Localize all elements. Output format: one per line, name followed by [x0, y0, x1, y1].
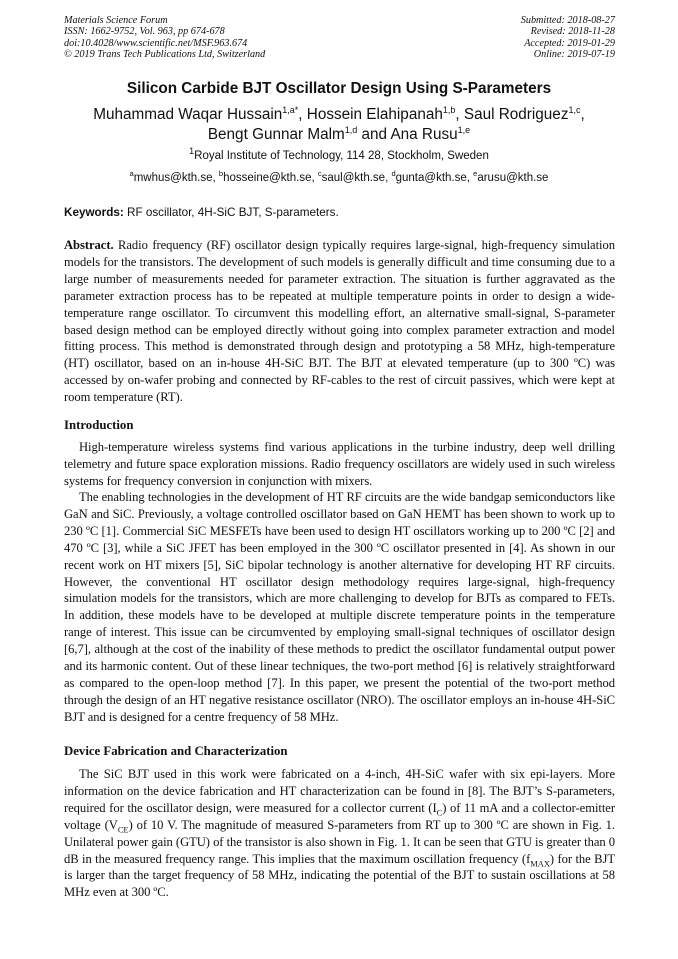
author-name: Bengt Gunnar Malm: [207, 126, 345, 143]
author-separator: ,: [455, 106, 464, 123]
journal-name: Materials Science Forum: [64, 15, 168, 26]
keywords: [64, 206, 616, 219]
date-online: Online: 2019-07-19: [533, 49, 615, 61]
author-name: Muhammad Waqar Hussain: [93, 106, 283, 123]
email-separator: ,: [385, 172, 392, 184]
author-separator: ,: [298, 106, 307, 123]
author-affil-mark: 1,d: [344, 124, 358, 135]
email-separator: ,: [466, 172, 474, 184]
keywords-text: RF oscillator, 4H-SiC BJT, S-parameters.: [123, 206, 339, 219]
email-address[interactable]: arusu@kth.se: [477, 172, 549, 184]
device-paragraph-1: [64, 766, 615, 901]
email-separator: ,: [212, 172, 219, 184]
affiliation-text: Royal Institute of Technology, 114 28, Stockholm, Sweden: [194, 150, 489, 162]
abstract-text: Radio frequency (RF) oscillator design typically requires large-signal, high-frequency simulation models for the transistors. The development of such models is generally difficult and time consuming due to a large number of measurements needed for parameter extraction. The situation is further aggravated as the parameter extraction process has to be repeated at multiple temperature points in order to design a wide-temperature range oscillator. To circumvent this modelling effort, an alternative small-signal, S-parameter based design method can be employed directly without going into complex parameter extraction and model fitting process. This method is demonstrated through design and prototyping a 58 MHz, high-temperature (HT) oscillator, based on an in-house 4H-SiC BJT. The BJT at elevated temperature (up to 300 ºC) was accessed by on-wafer probing and connected by RF-cables to the rest of circuit passives, which were kept at room temperature (RT).: [64, 238, 615, 405]
email-list: [0, 169, 678, 184]
paper-title: Silicon Carbide BJT Oscillator Design Using S-Parameters: [126, 80, 552, 97]
subscript: C: [436, 807, 443, 818]
abstract: [64, 237, 615, 406]
date-submitted: Submitted: 2018-08-27: [520, 15, 615, 26]
journal-issn: ISSN: 1662-9752, Vol. 963, pp 674-678: [64, 26, 225, 38]
date-revised: Revised: 2018-11-28: [530, 26, 615, 38]
author-name: Hossein Elahipanah: [306, 106, 443, 123]
subscript: MAX: [530, 858, 550, 869]
journal-header: [64, 15, 265, 61]
email-mark: c: [317, 169, 322, 179]
dates-header: [521, 15, 615, 61]
device-text: ) for the BJT is larger than the target frequency of 58 MHz, indicating the potential of the BJT to sustain oscillations at 58 MHz even at 300 ºC.: [64, 851, 615, 900]
email-separator: ,: [311, 172, 318, 184]
introduction-paragraph-2: The enabling technologies in the development of HT RF circuits are the wide bandgap semiconductors like GaN and SiC. Previously, a voltage controlled oscillator based on GaN HEMT has been shown to work up to 230 ºC [1]. Commercial SiC MESFETs have been used to design HT oscillators working up to 200 ºC [2] and 470 ºC [3], while a SiC JFET has been employed in the 300 ºC oscillator presented in [4]. As shown in our recent work on HT mixers [5], SiC bipolar technology is another alternative for developing HT RF circuits. However, the conventional HT oscillator design methodology requires large-signal, high-frequency simulation models for the transistors, which are more challenging to develop for BJTs as compared to FETs. In addition, these models have to be developed at multiple discrete temperature points in the temperature range of interest. This issue can be circumvented by employing small-signal techniques of oscillator design [6,7], although at the cost of the inability of these methods to predict the oscillator fundamental output power and its harmonic content. Out of these linear techniques, the two-port method [6] is relatively straightforward as compared to the open-loop method [7]. In this paper, we present the potential of the two-port method through the design of an HT negative resistance oscillator (NRO). The oscillator employs an in-house 4H-SiC BJT and is designed for a centre frequency of 58 MHz.: [64, 490, 615, 724]
author-affil-mark: 1,b: [442, 104, 456, 115]
author-affil-mark: 1,c: [568, 104, 581, 115]
author-affil-mark: 1,e: [457, 124, 471, 135]
keywords-label: Keywords:: [64, 206, 124, 219]
email-mark: d: [391, 169, 396, 179]
journal-doi[interactable]: doi:10.4028/www.scientific.net/MSF.963.674: [64, 37, 248, 49]
affiliation: [0, 146, 678, 162]
introduction-heading: Introduction: [64, 418, 134, 432]
device-section-heading: Device Fabrication and Characterization: [64, 744, 288, 758]
device-text: The SiC BJT used in this work were fabricated on a 4-inch, 4H-SiC wafer with six epi-layers. More information on the device fabrication and HT characterization can be found in [8]. The BJT’s S-parameters, required for the oscillator design, were measured for a collector current (I: [64, 767, 615, 815]
author-separator: ,: [580, 106, 585, 123]
author-affil-mark: 1,a*: [282, 104, 299, 115]
email-address[interactable]: hosseine@kth.se: [223, 172, 312, 184]
email-mark: a: [129, 169, 134, 179]
introduction-paragraph-1: High-temperature wireless systems find various applications in the turbine industry, deep well drilling telemetry and future space exploration missions. Radio frequency oscillators are widely used in such wireless systems for frequency conversion in conjunction with mixers.: [64, 440, 615, 488]
email-address[interactable]: saul@kth.se: [321, 172, 386, 184]
author-name: Ana Rusu: [390, 126, 458, 143]
subscript: CE: [117, 824, 129, 835]
device-text: ) of 11 mA and a collector-emitter voltage (V: [64, 800, 615, 832]
author-separator: and: [357, 126, 391, 143]
journal-copyright: © 2019 Trans Tech Publications Ltd, Switzerland: [64, 49, 266, 61]
email-mark: e: [473, 169, 478, 179]
author-list: [40, 105, 638, 145]
date-accepted: Accepted: 2019-01-29: [524, 37, 615, 49]
device-text: ) of 10 V. The magnitude of measured S-parameters from RT up to 300 ºC are shown in Fig. 1. Unilateral power gain (GTU) of the transistor is also shown in Fig. 1. It can be seen that GTU is greater than 0 dB in the measured frequency range. This implies that the maximum oscillation frequency (f: [64, 817, 615, 866]
abstract-label: Abstract.: [64, 238, 114, 252]
affiliation-mark: 1: [189, 146, 195, 157]
author-name: Saul Rodriguez: [463, 106, 569, 123]
email-address[interactable]: mwhus@kth.se: [133, 172, 213, 184]
email-address[interactable]: gunta@kth.se: [395, 172, 467, 184]
email-mark: b: [218, 169, 224, 179]
